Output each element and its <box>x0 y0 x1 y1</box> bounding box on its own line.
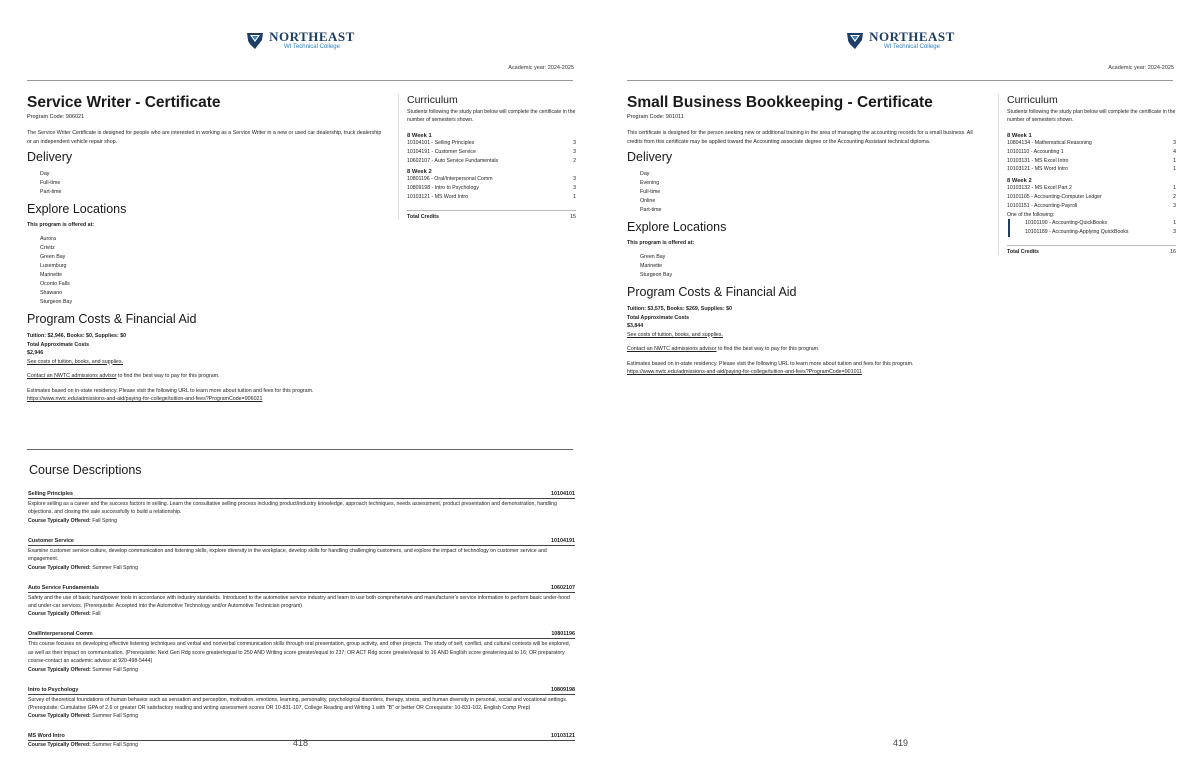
course-name: 10101151 - Accounting-Payroll <box>1007 202 1078 209</box>
course-desc-text: Safety and the use of basic hand/power tools in accordance with industry standards. Introduced to the automotive service industry and learn to use both comprehensive and manufacturer's service information to perform basic under-hood and under-car services. (Prerequisite: Accepted into the Automotive Technology and/or Automotive Technician program) <box>28 594 570 610</box>
total-costs-label: Total Approximate Costs <box>27 341 90 348</box>
list-item: Luxemburg <box>40 263 67 269</box>
total-costs-value: $3,844 <box>627 323 644 329</box>
advisor-link[interactable]: Contact an NWTC admissions advisor <box>27 373 117 379</box>
shield-logo-icon <box>245 30 265 50</box>
delivery-list <box>27 170 387 197</box>
tuition-line: Tuition: $3,575, Books: $269, Supplies: $0 <box>627 306 732 312</box>
course-description <box>28 538 575 572</box>
course-credits: 1 <box>573 193 576 200</box>
course-name: 10103131 - MS Excel Intro <box>1007 157 1069 164</box>
logo-name: NORTHEAST <box>269 29 355 44</box>
course-desc-text: Examine customer service culture, develop communication and listening skills, explore diversity in the workplace, develop skills for handling challenging customers, and explore the impact of technology on customer service and engagement. <box>28 547 547 563</box>
header-divider <box>27 80 573 81</box>
curriculum-panel <box>398 94 576 220</box>
course-desc-code: 10104101 <box>551 491 575 497</box>
estimates-text: Estimates based on in-state residency. Please visit the following URL to learn more about tuition and fees for this program. <box>27 387 314 394</box>
see-costs-link[interactable]: See costs of tuition, books, and supplies. <box>627 331 723 338</box>
course-row <box>1010 219 1176 228</box>
advisor-paragraph <box>627 345 987 354</box>
course-row <box>407 157 576 166</box>
course-row <box>407 193 576 202</box>
week-title: 8 Week 1 <box>1007 133 1032 139</box>
list-item: Part-time <box>640 207 662 213</box>
page-number: 419 <box>893 738 909 748</box>
course-desc-code: 10103121 <box>551 733 575 740</box>
offered-terms: Fall <box>90 611 101 618</box>
list-item: Sturgeon Bay <box>640 272 673 278</box>
locations-heading: Explore Locations <box>27 202 127 216</box>
course-credits: 1 <box>1173 166 1176 173</box>
course-desc-text: Survey of theoretical foundations of human behavior such as sensation and perception, motivation, emotions, learning, personality, psychological disorders, therapy, stress, and human diversity in personal, social and vocational settings. (Prerequisite: Cumulative GPA of 2.6 or greater OR satisfactory reading and writing assessment scores OR 10-831-107, College Reading and Writing 1 with "B" or better OR Corequisite: 10-831-102, English Comp Prep) <box>28 696 568 712</box>
delivery-heading: Delivery <box>627 150 673 164</box>
advisor-text: to find the best way to pay for this program. <box>716 346 820 352</box>
costs-block <box>27 332 387 366</box>
advisor-text: to find the best way to pay for this program. <box>116 373 220 379</box>
course-name: 10809198 - Intro to Psychology <box>407 185 479 192</box>
see-costs-link[interactable]: See costs of tuition, books, and supplies. <box>27 358 123 365</box>
curriculum-intro: Students following the study plan below will complete the certificate in the number of semesters shown. <box>407 109 576 123</box>
logo-subtitle: WI Technical College <box>884 44 940 50</box>
program-info <box>27 94 387 404</box>
offered-label: Course Typically Offered: <box>28 666 91 673</box>
elective-group <box>1008 219 1176 237</box>
list-item: Evening <box>640 180 660 186</box>
delivery-list <box>627 170 987 215</box>
locations-list <box>27 235 387 307</box>
offered-at-label: This program is offered at: <box>27 222 95 228</box>
list-item: Full-time <box>40 180 61 186</box>
list-item: Sturgeon Bay <box>40 299 73 305</box>
course-row <box>1007 184 1176 193</box>
tuition-url-link[interactable]: https://www.nwtc.edu/admissions-and-aid/paying-for-college/tuition-and-fees?ProgramCode=901011 <box>627 369 863 375</box>
list-item: Aurora <box>40 236 56 242</box>
college-logo <box>600 30 1200 50</box>
course-row <box>1007 193 1176 202</box>
offered-terms: Fall Spring <box>90 517 117 524</box>
course-name: 10101105 - Accounting-Computer Ledger <box>1007 193 1102 200</box>
course-credits: 3 <box>573 185 576 192</box>
course-credits: 3 <box>573 148 576 155</box>
delivery-heading: Delivery <box>27 150 73 164</box>
curriculum-intro: Students following the study plan below will complete the certificate in the number of semesters shown. <box>1007 109 1176 123</box>
program-title: Small Business Bookkeeping - Certificate <box>627 94 933 111</box>
total-credits-label: Total Credits <box>1007 248 1039 255</box>
course-name: 10103132 - MS Excel Part 2 <box>1007 185 1072 192</box>
total-credits-label: Total Credits <box>407 213 439 220</box>
course-desc-code: 10801196 <box>551 631 575 638</box>
course-name: 10104101 - Selling Principles <box>407 140 475 146</box>
one-of-label: One of the following: <box>1007 211 1055 218</box>
list-item: Oconto Falls <box>40 281 70 287</box>
list-item: Full-time <box>640 189 661 195</box>
advisor-paragraph <box>27 372 387 381</box>
offered-label: Course Typically Offered: <box>28 713 91 720</box>
list-item: Online <box>640 198 656 204</box>
program-title: Service Writer - Certificate <box>27 94 221 111</box>
section-divider <box>27 449 573 450</box>
course-desc-name: Customer Service <box>28 537 74 544</box>
course-row <box>1007 139 1176 148</box>
shield-logo-icon <box>845 30 865 50</box>
course-credits: 4 <box>1173 148 1176 155</box>
course-credits: 2 <box>573 157 576 164</box>
curriculum-panel <box>998 94 1176 255</box>
list-item: Day <box>640 171 650 177</box>
course-row <box>1007 165 1176 174</box>
list-item: Marinette <box>40 272 63 278</box>
course-descriptions-list <box>28 491 575 762</box>
course-desc-code: 10104191 <box>551 537 575 544</box>
curriculum-heading: Curriculum <box>407 94 458 106</box>
list-item: Crivitz <box>40 245 55 251</box>
total-costs-value: $2,946 <box>27 350 44 356</box>
course-credits: 3 <box>573 176 576 183</box>
course-row <box>407 184 576 193</box>
offered-label: Course Typically Offered: <box>28 517 91 524</box>
advisor-link[interactable]: Contact an NWTC admissions advisor <box>627 346 717 352</box>
course-credits: 3 <box>1173 202 1176 209</box>
course-desc-code: 10809198 <box>551 686 575 693</box>
total-credits-row <box>407 210 576 220</box>
list-item: Day <box>40 171 50 177</box>
offered-terms: Summer Fall Spring <box>90 742 139 749</box>
list-item: Marinette <box>640 263 663 269</box>
locations-heading: Explore Locations <box>627 220 727 234</box>
course-description <box>28 585 575 619</box>
course-credits: 1 <box>1173 157 1176 164</box>
offered-terms: Summer Fall Spring <box>90 666 139 673</box>
tuition-line: Tuition: $2,946, Books: $0, Supplies: $0 <box>27 333 127 339</box>
academic-year: Academic year: 2024-2025 <box>1108 65 1174 71</box>
program-code: Program Code: 901011 <box>627 114 684 120</box>
course-credits: 3 <box>1173 140 1176 146</box>
course-row <box>1010 228 1176 237</box>
list-item: Part-time <box>40 189 62 195</box>
course-name: 10602107 - Auto Service Fundamentals <box>407 157 499 164</box>
course-row <box>1007 157 1176 166</box>
offered-label: Course Typically Offered: <box>28 742 91 749</box>
program-info <box>627 94 987 377</box>
course-description <box>28 631 575 673</box>
course-descriptions-heading: Course Descriptions <box>29 463 142 477</box>
choice-label <box>1007 211 1176 220</box>
offered-terms: Summer Fall Spring <box>90 713 139 720</box>
logo-name: NORTHEAST <box>869 29 955 44</box>
logo-subtitle: WI Technical College <box>284 44 340 50</box>
list-item: Green Bay <box>40 254 66 260</box>
course-credits: 3 <box>573 140 576 146</box>
course-credits: 3 <box>1173 229 1176 236</box>
course-desc-name: Oral/Interpersonal Comm <box>28 631 93 638</box>
course-name: 10101189 - Accounting-Applying QuickBooks <box>1025 229 1129 236</box>
curriculum-heading: Curriculum <box>1007 94 1058 106</box>
course-description <box>28 491 575 525</box>
course-desc-name: MS Word Intro <box>28 733 65 740</box>
course-desc-text: This course focuses on developing effective listening techniques and verbal and nonverbal communication skills through oral presentation, group activity, and other projects. The study of self, conflict, and cultural contexts will be explored, as well as their impact on communication. (Prerequisite: Next Gen Rdg score greater/equal to 250 AND Writing score greater/equal to 237; OR ACT Rdg score greater/equal to 16 AND English score greater/equal to 16; OR preparatory course-contact an academic advisor at 920-498-5444) <box>28 641 571 665</box>
program-code: Program Code: 906021 <box>27 114 85 120</box>
course-name: 10804134 - Mathematical Reasoning <box>1007 140 1092 146</box>
estimates-text: Estimates based on in-state residency. Please visit the following URL to learn more about tuition and fees for this program. <box>627 360 914 367</box>
locations-list <box>627 253 987 280</box>
costs-block <box>627 305 987 339</box>
course-desc-name: Selling Principles <box>28 491 73 497</box>
total-credits-row <box>1007 245 1176 255</box>
list-item: Green Bay <box>640 254 666 260</box>
course-name: 10103121 - MS Word Intro <box>1007 166 1069 173</box>
total-costs-label: Total Approximate Costs <box>627 314 690 321</box>
course-desc-text: Explore selling as a career and the success factors in selling. Learn the consultative selling process including product/industry knowledge, approach techniques, needs assessment, product presentation and demonstration, handling objections, and closing the sale successfully to build a relationship. <box>28 501 557 516</box>
week-title: 8 Week 2 <box>407 169 432 176</box>
course-row <box>407 148 576 157</box>
costs-heading: Program Costs & Financial Aid <box>627 285 797 299</box>
course-credits: 1 <box>1173 185 1176 192</box>
college-logo <box>0 30 600 50</box>
course-row <box>1007 202 1176 211</box>
course-desc-code: 10602107 <box>551 584 575 591</box>
course-name: 10101110 - Accounting 1 <box>1007 148 1064 155</box>
course-credits: 2 <box>1173 193 1176 200</box>
program-description: This certificate is designed for the person seeking new or additional training in the area of managing the accounting records for a small business. All credits from this certificate may be applied toward the Accounting associate degree or the Accounting Assistant technical diploma. <box>627 130 973 145</box>
course-desc-name: Auto Service Fundamentals <box>28 584 99 591</box>
offered-terms: Summer Fall Spring <box>90 564 139 571</box>
offered-at-label: This program is offered at: <box>627 240 695 246</box>
course-row <box>407 139 576 148</box>
tuition-url-link[interactable]: https://www.nwtc.edu/admissions-and-aid/paying-for-college/tuition-and-fees?ProgramCode=906021 <box>27 396 263 402</box>
page-419 <box>600 0 1200 776</box>
page-number: 418 <box>293 738 309 748</box>
academic-year: Academic year: 2024-2025 <box>508 65 574 71</box>
course-name: 10104191 - Customer Service <box>407 148 476 155</box>
header-divider <box>627 80 1173 81</box>
offered-label: Course Typically Offered: <box>28 611 91 618</box>
course-credits: 1 <box>1173 220 1176 227</box>
total-credits-value: 15 <box>570 213 576 220</box>
course-name: 10801196 - Oral/Interpersonal Comm <box>407 176 493 183</box>
costs-heading: Program Costs & Financial Aid <box>27 312 197 326</box>
list-item: Shawano <box>40 290 63 296</box>
course-row <box>1007 148 1176 157</box>
course-row <box>407 175 576 184</box>
course-name: 10103121 - MS Word Intro <box>407 193 469 200</box>
offered-label: Course Typically Offered: <box>28 564 91 571</box>
course-name: 10101190 - Accounting-QuickBooks <box>1025 220 1108 227</box>
course-description <box>28 687 575 721</box>
week-title: 8 Week 1 <box>407 133 432 139</box>
program-description: The Service Writer Certificate is designed for people who are interested in working as a Service Writer in a new or used car dealership, truck dealership or an independent vehicle repair shop. <box>27 130 382 145</box>
week-title: 8 Week 2 <box>1007 178 1032 185</box>
total-credits-value: 16 <box>1170 248 1176 255</box>
course-desc-name: Intro to Psychology <box>28 686 79 693</box>
